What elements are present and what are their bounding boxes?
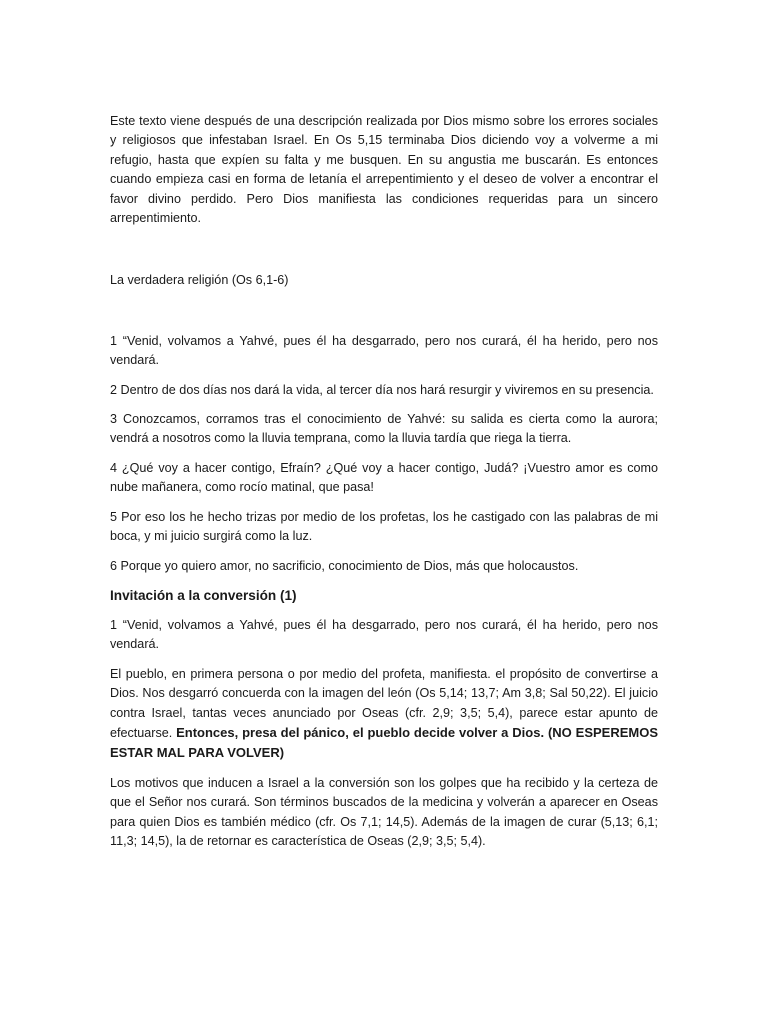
verse-6: 6 Porque yo quiero amor, no sacrificio, conocimiento de Dios, más que holocaustos. (110, 558, 579, 573)
verse-1: 1 “Venid, volvamos a Yahvé, pues él ha desgarrado, pero nos curará, él ha herido, pero nos vendará. (110, 333, 658, 368)
commentary-paragraph-2: Los motivos que inducen a Israel a la conversión son los golpes que ha recibido y la certeza de que el Señor nos curará. Son términos buscados de la medicina y volverán a aparecer en Oseas para quien Dios es también médico (cfr. Os 7,1; 14,5). Además de la imagen de curar (5,13; 6,1; 11,3; 14,5), la de retornar es característica de Oseas (2,9; 3,5; 5,4). (110, 775, 658, 848)
document-page (110, 112, 658, 861)
verse-2: 2 Dentro de dos días nos dará la vida, al tercer día nos hará resurgir y viviremos en su presencia. (110, 382, 654, 397)
section-heading: Invitación a la conversión (1) (110, 587, 297, 603)
commentary-paragraph-1 (110, 665, 658, 764)
commentary-1-text: El pueblo, en primera persona o por medio del profeta, manifiesta. el propósito de convertirse a Dios. Nos desgarró concuerda con la imagen del león (Os 5,14; 13,7; Am 3,8; Sal 50,22). El juicio contra Israel, tantas veces anunciado por Oseas (cfr. 2,9; 3,5; 5,4), parece estar apunto de efectuarse. (110, 666, 658, 740)
repeated-verse-1: 1 “Venid, volvamos a Yahvé, pues él ha desgarrado, pero nos curará, él ha herido, pero nos vendará. (110, 617, 658, 652)
verse-5: 5 Por eso los he hecho trizas por medio de los profetas, los he castigado con las palabras de mi boca, y mi juicio surgirá como la luz. (110, 509, 658, 544)
section-subtitle: La verdadera religión (Os 6,1-6) (110, 273, 289, 288)
commentary-1-bold-text: Entonces, presa del pánico, el pueblo decide volver a Dios. (NO ESPEREMOS ESTAR MAL PARA VOLVER) (110, 724, 659, 761)
verse-4: 4 ¿Qué voy a hacer contigo, Efraín? ¿Qué voy a hacer contigo, Judá? ¡Vuestro amor es como nube mañanera, como rocío matinal, que pasa! (110, 460, 658, 495)
intro-paragraph: Este texto viene después de una descripción realizada por Dios mismo sobre los errores sociales y religiosos que infestaban Israel. En Os 5,15 terminaba Dios diciendo voy a volverme a mi refugio, hasta que expíen su falta y me busquen. En su angustia me buscarán. Es entonces cuando empieza casi en forma de letanía el arrepentimiento y el deseo de volver a encontrar el favor divino perdido. Pero Dios manifiesta las condiciones requeridas para un sincero arrepentimiento. (110, 114, 658, 226)
verse-3: 3 Conozcamos, corramos tras el conocimiento de Yahvé: su salida es cierta como la aurora; vendrá a nosotros como la lluvia temprana, como la lluvia tardía que riega la tierra. (110, 412, 658, 446)
